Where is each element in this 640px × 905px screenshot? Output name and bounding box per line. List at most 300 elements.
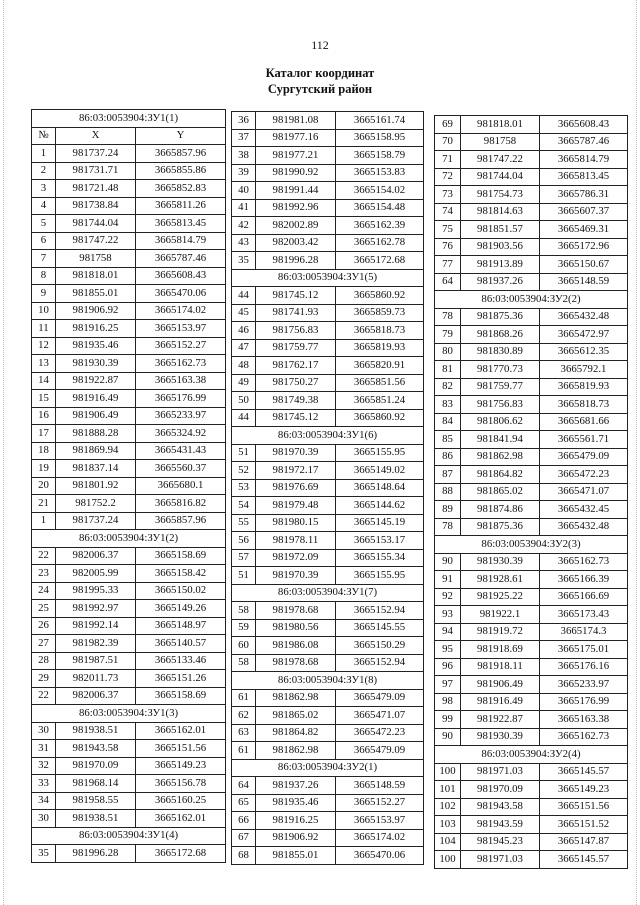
point-number-cell: 93 <box>435 606 461 624</box>
point-number-cell: 78 <box>435 308 461 326</box>
point-number-cell: 24 <box>32 582 56 600</box>
y-coordinate-cell: 3665163.38 <box>136 372 226 390</box>
y-coordinate-cell: 3665151.26 <box>136 670 226 688</box>
x-coordinate-cell: 981762.17 <box>256 357 336 375</box>
parcel-section-label: 86:03:0053904:ЗУ1(7) <box>232 584 424 602</box>
y-coordinate-cell: 3665819.93 <box>336 339 424 357</box>
table-row <box>232 339 424 357</box>
point-number-cell: 45 <box>232 304 256 322</box>
x-coordinate-cell: 982003.42 <box>256 234 336 252</box>
y-coordinate-cell: 3665814.79 <box>136 232 226 250</box>
table-row <box>32 757 226 775</box>
point-number-cell: 15 <box>32 390 56 408</box>
y-coordinate-cell: 3665153.17 <box>336 532 424 550</box>
table-row <box>232 409 424 427</box>
point-number-cell: 95 <box>435 641 461 659</box>
point-number-cell: 46 <box>232 322 256 340</box>
table-row <box>32 565 226 583</box>
table-row <box>435 711 628 729</box>
y-coordinate-cell: 3665479.09 <box>540 448 628 466</box>
y-coordinate-cell: 3665818.73 <box>540 396 628 414</box>
point-number-cell: 102 <box>435 798 461 816</box>
table-row <box>435 658 628 676</box>
point-number-cell: 91 <box>435 571 461 589</box>
point-number-cell: 28 <box>32 652 56 670</box>
point-number-cell: 54 <box>232 497 256 515</box>
point-number-cell: 17 <box>32 425 56 443</box>
y-coordinate-cell: 3665162.39 <box>336 217 424 235</box>
x-coordinate-cell: 981978.68 <box>256 654 336 672</box>
y-coordinate-cell: 3665431.43 <box>136 442 226 460</box>
point-number-cell: 27 <box>32 635 56 653</box>
table-row <box>435 186 628 204</box>
y-coordinate-cell: 3665158.69 <box>136 547 226 565</box>
section-header-row <box>32 530 226 548</box>
y-coordinate-cell: 3665860.92 <box>336 409 424 427</box>
point-number-cell: 3 <box>32 180 56 198</box>
table-row <box>32 740 226 758</box>
y-coordinate-cell: 3665151.56 <box>540 798 628 816</box>
table-row <box>32 442 226 460</box>
table-row <box>232 567 424 585</box>
y-coordinate-cell: 3665162.01 <box>136 810 226 828</box>
table-row <box>435 833 628 851</box>
y-coordinate-cell: 3665144.62 <box>336 497 424 515</box>
point-number-cell: 69 <box>435 116 461 134</box>
table-row <box>32 162 226 180</box>
point-number-cell: 40 <box>232 182 256 200</box>
table-row <box>435 728 628 746</box>
y-coordinate-cell: 3665155.95 <box>336 444 424 462</box>
point-number-cell: 10 <box>32 302 56 320</box>
x-coordinate-cell: 981986.08 <box>256 637 336 655</box>
table-row <box>435 676 628 694</box>
x-coordinate-cell: 981744.04 <box>56 215 136 233</box>
point-number-cell: № <box>32 127 56 145</box>
table-row <box>32 267 226 285</box>
y-coordinate-cell: 3665166.69 <box>540 588 628 606</box>
y-coordinate-cell: 3665172.68 <box>336 252 424 270</box>
x-coordinate-cell: 981756.83 <box>461 396 540 414</box>
y-coordinate-cell: 3665813.45 <box>540 168 628 186</box>
point-number-cell: 44 <box>232 287 256 305</box>
section-header-row <box>232 759 424 777</box>
x-coordinate-cell: 982002.89 <box>256 217 336 235</box>
x-coordinate-cell: 981756.83 <box>256 322 336 340</box>
x-coordinate-cell: 981982.39 <box>56 635 136 653</box>
y-coordinate-cell: 3665176.99 <box>136 390 226 408</box>
table-row <box>435 308 628 326</box>
y-coordinate-cell: 3665160.25 <box>136 792 226 810</box>
y-coordinate-cell: 3665140.57 <box>136 635 226 653</box>
x-coordinate-cell: 981919.72 <box>461 623 540 641</box>
y-coordinate-cell: 3665470.06 <box>136 285 226 303</box>
x-coordinate-cell: 981978.11 <box>256 532 336 550</box>
x-coordinate-cell: 981918.11 <box>461 658 540 676</box>
x-coordinate-cell: 981865.02 <box>256 707 336 725</box>
district-subtitle: Сургутский район <box>267 82 373 96</box>
y-coordinate-cell: 3665152.94 <box>336 654 424 672</box>
x-coordinate-cell: 981943.58 <box>461 798 540 816</box>
point-number-cell: 51 <box>232 567 256 585</box>
table-row <box>32 180 226 198</box>
point-number-cell: 55 <box>232 514 256 532</box>
x-coordinate-cell: 981758 <box>461 133 540 151</box>
table-row <box>435 816 628 834</box>
coordinates-table-column-2 <box>231 111 424 865</box>
y-coordinate-cell: 3665820.91 <box>336 357 424 375</box>
table-row <box>232 637 424 655</box>
point-number-cell: 26 <box>32 617 56 635</box>
x-coordinate-cell: 981945.23 <box>461 833 540 851</box>
table-row <box>435 798 628 816</box>
table-row <box>32 232 226 250</box>
x-coordinate-cell: 981980.15 <box>256 514 336 532</box>
x-coordinate-cell: 981918.69 <box>461 641 540 659</box>
y-coordinate-cell: 3665233.97 <box>136 407 226 425</box>
x-coordinate-cell: 981916.49 <box>56 390 136 408</box>
table-row <box>32 652 226 670</box>
point-number-cell: 72 <box>435 168 461 186</box>
point-number-cell: 75 <box>435 221 461 239</box>
point-number-cell: 61 <box>232 689 256 707</box>
x-coordinate-cell: 981977.21 <box>256 147 336 165</box>
x-coordinate-cell: X <box>56 127 136 145</box>
y-coordinate-cell: 3665156.78 <box>136 775 226 793</box>
point-number-cell: 104 <box>435 833 461 851</box>
y-coordinate-cell: 3665153.97 <box>136 320 226 338</box>
y-coordinate-cell: 3665148.64 <box>336 479 424 497</box>
point-number-cell: 29 <box>32 670 56 688</box>
x-coordinate-cell: 981922.87 <box>461 711 540 729</box>
table-row <box>435 553 628 571</box>
table-row <box>32 792 226 810</box>
y-coordinate-cell: 3665681.66 <box>540 413 628 431</box>
y-coordinate-cell: 3665851.56 <box>336 374 424 392</box>
table-row <box>232 217 424 235</box>
point-number-cell: 35 <box>32 845 56 863</box>
y-coordinate-cell: 3665561.71 <box>540 431 628 449</box>
y-coordinate-cell: 3665471.07 <box>540 483 628 501</box>
x-coordinate-cell: 981992.96 <box>256 199 336 217</box>
table-row <box>232 829 424 847</box>
x-coordinate-cell: 981855.01 <box>256 847 336 865</box>
y-coordinate-cell: 3665149.23 <box>136 757 226 775</box>
point-number-cell: 8 <box>32 267 56 285</box>
y-coordinate-cell: 3665158.42 <box>136 565 226 583</box>
x-coordinate-cell: 981758 <box>56 250 136 268</box>
table-row <box>232 374 424 392</box>
point-number-cell: 97 <box>435 676 461 694</box>
y-coordinate-cell: 3665162.73 <box>540 728 628 746</box>
point-number-cell: 103 <box>435 816 461 834</box>
table-row <box>32 215 226 233</box>
x-coordinate-cell: 981737.24 <box>56 145 136 163</box>
table-row <box>32 145 226 163</box>
x-coordinate-cell: 981888.28 <box>56 425 136 443</box>
point-number-cell: 100 <box>435 851 461 869</box>
point-number-cell: 35 <box>232 252 256 270</box>
x-coordinate-cell: 981865.02 <box>461 483 540 501</box>
point-number-cell: 99 <box>435 711 461 729</box>
table-row <box>32 845 226 863</box>
table-row <box>435 501 628 519</box>
table-row <box>232 392 424 410</box>
y-coordinate-cell: 3665147.87 <box>540 833 628 851</box>
table-row <box>435 606 628 624</box>
point-number-cell: 30 <box>32 722 56 740</box>
table-row <box>232 462 424 480</box>
point-number-cell: 19 <box>32 460 56 478</box>
y-coordinate-cell: 3665472.23 <box>336 724 424 742</box>
y-coordinate-cell: 3665813.45 <box>136 215 226 233</box>
y-coordinate-cell: 3665150.67 <box>540 256 628 274</box>
coordinates-table-column-3 <box>434 115 628 869</box>
y-coordinate-cell: 3665471.07 <box>336 707 424 725</box>
table-row <box>232 707 424 725</box>
x-coordinate-cell: 981938.51 <box>56 810 136 828</box>
x-coordinate-cell: 982005.99 <box>56 565 136 583</box>
y-coordinate-cell: 3665859.73 <box>336 304 424 322</box>
y-coordinate-cell: 3665479.09 <box>336 742 424 760</box>
section-header-row <box>435 536 628 554</box>
point-number-cell: 85 <box>435 431 461 449</box>
y-coordinate-cell: 3665158.79 <box>336 147 424 165</box>
point-number-cell: 76 <box>435 238 461 256</box>
x-coordinate-cell: 981935.46 <box>256 794 336 812</box>
y-coordinate-cell: 3665163.38 <box>540 711 628 729</box>
x-coordinate-cell: 981741.93 <box>256 304 336 322</box>
x-coordinate-cell: 981930.39 <box>461 553 540 571</box>
table-row <box>435 396 628 414</box>
x-coordinate-cell: 981970.09 <box>56 757 136 775</box>
x-coordinate-cell: 981972.17 <box>256 462 336 480</box>
x-coordinate-cell: 981906.92 <box>56 302 136 320</box>
x-coordinate-cell: 981937.26 <box>461 273 540 291</box>
point-number-cell: 57 <box>232 549 256 567</box>
point-number-cell: 80 <box>435 343 461 361</box>
table-row <box>32 197 226 215</box>
x-coordinate-cell: 981745.12 <box>256 409 336 427</box>
x-coordinate-cell: 981752.2 <box>56 495 136 513</box>
table-row <box>32 285 226 303</box>
point-number-cell: 58 <box>232 654 256 672</box>
table-row <box>232 287 424 305</box>
point-number-cell: 18 <box>32 442 56 460</box>
point-number-cell: 44 <box>232 409 256 427</box>
point-number-cell: 1 <box>32 145 56 163</box>
y-coordinate-cell: 3665153.97 <box>336 812 424 830</box>
y-coordinate-cell: 3665472.23 <box>540 466 628 484</box>
point-number-cell: 59 <box>232 619 256 637</box>
table-row <box>232 619 424 637</box>
section-header-row <box>232 269 424 287</box>
x-coordinate-cell: 981943.58 <box>56 740 136 758</box>
point-number-cell: 31 <box>32 740 56 758</box>
table-row <box>232 777 424 795</box>
point-number-cell: 70 <box>435 133 461 151</box>
y-coordinate-cell: 3665814.79 <box>540 151 628 169</box>
x-coordinate-cell: 981922.87 <box>56 372 136 390</box>
point-number-cell: 90 <box>435 728 461 746</box>
table-row <box>435 238 628 256</box>
table-row <box>32 635 226 653</box>
y-coordinate-cell: 3665154.02 <box>336 182 424 200</box>
x-coordinate-cell: 981874.86 <box>461 501 540 519</box>
table-row <box>32 425 226 443</box>
point-number-cell: 49 <box>232 374 256 392</box>
x-coordinate-cell: 981737.24 <box>56 512 136 530</box>
point-number-cell: 43 <box>232 234 256 252</box>
y-coordinate-cell: 3665158.95 <box>336 129 424 147</box>
table-row <box>32 355 226 373</box>
y-coordinate-cell: 3665154.48 <box>336 199 424 217</box>
table-row <box>435 448 628 466</box>
y-coordinate-cell: 3665479.09 <box>336 689 424 707</box>
point-number-cell: 62 <box>232 707 256 725</box>
parcel-section-label: 86:03:0053904:ЗУ1(5) <box>232 269 424 287</box>
x-coordinate-cell: 981970.39 <box>256 444 336 462</box>
y-coordinate-cell: 3665857.96 <box>136 512 226 530</box>
y-coordinate-cell: 3665152.27 <box>336 794 424 812</box>
table-row <box>435 151 628 169</box>
table-row <box>232 182 424 200</box>
table-row <box>435 273 628 291</box>
table-row <box>435 623 628 641</box>
table-row <box>435 168 628 186</box>
x-coordinate-cell: 981968.14 <box>56 775 136 793</box>
point-number-cell: 94 <box>435 623 461 641</box>
table-row <box>435 361 628 379</box>
x-coordinate-cell: 981754.73 <box>461 186 540 204</box>
x-coordinate-cell: 981749.38 <box>256 392 336 410</box>
point-number-cell: 66 <box>232 812 256 830</box>
y-coordinate-cell: 3665816.82 <box>136 495 226 513</box>
y-coordinate-cell: 3665324.92 <box>136 425 226 443</box>
y-coordinate-cell: 3665469.31 <box>540 221 628 239</box>
point-number-cell: 30 <box>32 810 56 828</box>
section-header-row <box>32 110 226 128</box>
table-row <box>435 431 628 449</box>
parcel-section-label: 86:03:0053904:ЗУ2(2) <box>435 291 628 309</box>
y-coordinate-cell: 3665174.02 <box>336 829 424 847</box>
y-coordinate-cell: 3665148.59 <box>336 777 424 795</box>
table-row <box>232 129 424 147</box>
x-coordinate-cell: 981971.03 <box>461 851 540 869</box>
point-number-cell: 100 <box>435 763 461 781</box>
point-number-cell: 84 <box>435 413 461 431</box>
y-coordinate-cell: 3665608.43 <box>136 267 226 285</box>
x-coordinate-cell: 981938.51 <box>56 722 136 740</box>
table-row <box>232 549 424 567</box>
point-number-cell: 86 <box>435 448 461 466</box>
y-coordinate-cell: 3665560.37 <box>136 460 226 478</box>
table-row <box>232 322 424 340</box>
y-coordinate-cell: 3665166.39 <box>540 571 628 589</box>
y-coordinate-cell: 3665432.48 <box>540 308 628 326</box>
point-number-cell: 90 <box>435 553 461 571</box>
x-coordinate-cell: 981745.12 <box>256 287 336 305</box>
table-row <box>232 147 424 165</box>
point-number-cell: 88 <box>435 483 461 501</box>
table-row <box>435 518 628 536</box>
point-number-cell: 71 <box>435 151 461 169</box>
parcel-section-label: 86:03:0053904:ЗУ2(1) <box>232 759 424 777</box>
x-coordinate-cell: 981841.94 <box>461 431 540 449</box>
point-number-cell: 64 <box>435 273 461 291</box>
x-coordinate-cell: 981903.56 <box>461 238 540 256</box>
parcel-section-label: 86:03:0053904:ЗУ1(8) <box>232 672 424 690</box>
x-coordinate-cell: 981868.26 <box>461 326 540 344</box>
table-row <box>435 221 628 239</box>
table-row <box>32 600 226 618</box>
table-row <box>435 483 628 501</box>
y-coordinate-cell: 3665152.27 <box>136 337 226 355</box>
point-number-cell: 41 <box>232 199 256 217</box>
x-coordinate-cell: 981864.82 <box>461 466 540 484</box>
y-coordinate-cell: 3665172.96 <box>540 238 628 256</box>
x-coordinate-cell: 981744.04 <box>461 168 540 186</box>
table-row <box>32 250 226 268</box>
point-number-cell: 22 <box>32 547 56 565</box>
point-number-cell: 67 <box>232 829 256 847</box>
x-coordinate-cell: 981970.39 <box>256 567 336 585</box>
point-number-cell: 36 <box>232 112 256 130</box>
x-coordinate-cell: 981958.55 <box>56 792 136 810</box>
point-number-cell: 74 <box>435 203 461 221</box>
table-row <box>232 812 424 830</box>
y-coordinate-cell: 3665680.1 <box>136 477 226 495</box>
y-coordinate-cell: 3665176.99 <box>540 693 628 711</box>
x-coordinate-cell: 981978.68 <box>256 602 336 620</box>
point-number-cell: 58 <box>232 602 256 620</box>
point-number-cell: 14 <box>32 372 56 390</box>
x-coordinate-cell: 981976.69 <box>256 479 336 497</box>
table-row <box>232 304 424 322</box>
y-coordinate-cell: 3665172.68 <box>136 845 226 863</box>
y-coordinate-cell: 3665852.83 <box>136 180 226 198</box>
point-number-cell: 63 <box>232 724 256 742</box>
y-coordinate-cell: 3665233.97 <box>540 676 628 694</box>
y-coordinate-cell: 3665818.73 <box>336 322 424 340</box>
y-coordinate-cell: 3665472.97 <box>540 326 628 344</box>
point-number-cell: 2 <box>32 162 56 180</box>
point-number-cell: 12 <box>32 337 56 355</box>
x-coordinate-cell: 981981.08 <box>256 112 336 130</box>
y-coordinate-cell: 3665174.3 <box>540 623 628 641</box>
x-coordinate-cell: 981970.09 <box>461 781 540 799</box>
x-coordinate-cell: 981992.97 <box>56 600 136 618</box>
point-number-cell: 13 <box>32 355 56 373</box>
section-header-row <box>32 705 226 723</box>
x-coordinate-cell: 981738.84 <box>56 197 136 215</box>
y-coordinate-cell: 3665860.92 <box>336 287 424 305</box>
section-header-row <box>232 672 424 690</box>
x-coordinate-cell: 981930.39 <box>461 728 540 746</box>
point-number-cell: 4 <box>32 197 56 215</box>
table-row <box>232 479 424 497</box>
section-header-row <box>232 584 424 602</box>
x-coordinate-cell: 981996.28 <box>56 845 136 863</box>
x-coordinate-cell: 981759.77 <box>461 378 540 396</box>
table-row <box>435 326 628 344</box>
point-number-cell: 82 <box>435 378 461 396</box>
table-row <box>232 112 424 130</box>
point-number-cell: 77 <box>435 256 461 274</box>
table-row <box>435 693 628 711</box>
point-number-cell: 38 <box>232 147 256 165</box>
y-coordinate-cell: 3665432.48 <box>540 518 628 536</box>
